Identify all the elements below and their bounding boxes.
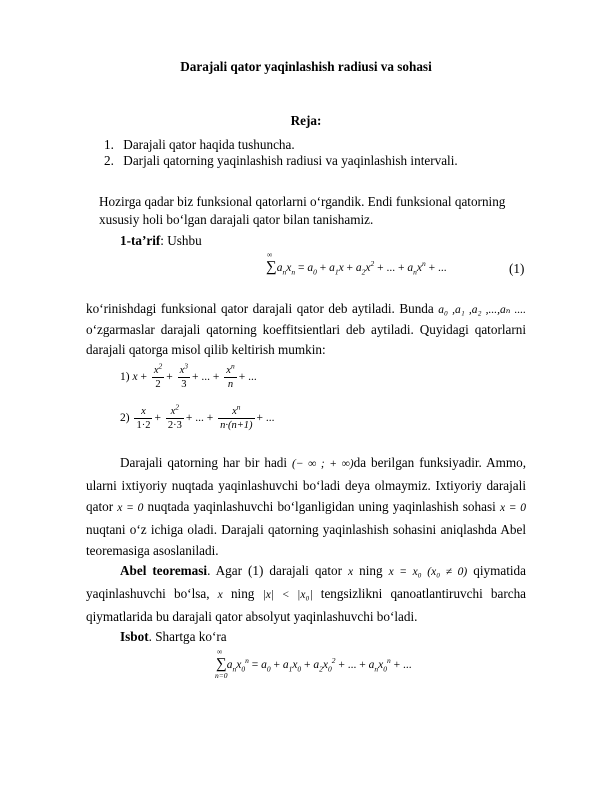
intro-text: Hozirga qadar biz funksional qatorlarni o‘rgandik. Endi funksional qatorning <box>99 194 506 209</box>
abel-label: Abel teoremasi <box>120 563 208 578</box>
document-title: Darajali qator yaqinlashish radiusi va sohasi <box>180 59 432 74</box>
paragraph-definition: ko‘rinishdagi funksional qator darajali qator deb aytiladi. Bunda a₀ ,a₁ ,a₂ ,...,aₙ .... o‘zgarmaslar darajali qatorning koeffitsientlari deb aytiladi. Quyidagi qatorlarni darajali qatorga misol qilib keltirish mumkin: <box>86 301 527 357</box>
interval-formula: (− ∞ ; + ∞) <box>292 458 354 470</box>
proof-label: Isbot <box>120 629 149 644</box>
paragraph-abel-theorem: Abel teoremasi. Agar (1) darajali qator x ning x = x₀ (x₀ ≠ 0) qiymatida yaqinlashuvchi bo‘lsa, x ning |x| < |x₀| tengsizlikni qanoatlantiruvchi barcha qiymatlarida bu darajali qator absolyut yaqinlashuvchi bo‘ladi. <box>86 563 527 624</box>
plan-item: 1. Darajali qator haqida tushuncha. <box>104 137 295 152</box>
example-series-2: 2) $\frac{x}{1\cdot 2}$ + $\frac{x^2}{2\cdot 3}$ + ... + $\frac{x^n}{n\cdot(n+1)}$ + ... <box>120 402 275 431</box>
equation-power-series: ∑ ∞ $a_nx_n = a_0 + a_1x + a_2x^2$ + ... + $a_nx^n$ + ... <box>266 250 447 277</box>
abel-condition-formula: x = x₀ (x₀ ≠ 0) <box>388 566 468 578</box>
plan-item: 2. Darjali qatorning yaqinlashish radiusi va yaqinlashish intervali. <box>104 153 458 168</box>
plan-heading: Reja: <box>290 113 322 128</box>
definition-label: 1-ta’rif <box>120 233 161 248</box>
example-series-1: 1) x + $\frac{x^2}{2}$ + $\frac{x^3}{3}$ + ... + $\frac{x^n}{n}$ + ... <box>120 361 257 390</box>
intro-text: xususiy holi bo‘lgan darajali qator bilan tanishamiz. <box>99 212 374 227</box>
abel-inequality-formula: |x| < |x₀| <box>262 589 313 601</box>
equation-proof-series: ∑ ∞ n=0 $a_nx_0^n = a_0 + a_1x_0 + a_2x_0^2$ + ... + $a_nx_0^n$ + ... <box>215 647 412 680</box>
definition-line: 1-ta’rif: Ushbu <box>120 233 202 248</box>
equation-number: (1) <box>509 261 525 276</box>
zero-point-formula: x = 0 <box>117 502 144 514</box>
coefficients-formula: a₀ ,a₁ ,a₂ ,...,aₙ .... <box>438 304 527 316</box>
proof-line: Isbot. Shartga ko‘ra <box>120 629 227 644</box>
paragraph-convergence: Darajali qatorning har bir hadi (− ∞ ; + ∞)da berilgan funksiyadir. Ammo, ularni ixtiyoriy nuqtada yaqinlashuvchi bo‘ladi deya olmaymiz. Ixtiyoriy darajali qator x = 0 nuqtada yaqinlashuvchi bo‘lganligidan uning yaqinlashish sohasi x = 0 nuqtani o‘z ichiga oladi. Darajali qatorning yaqinlashish sohasini aniqlashda Abel teoremasiga asoslaniladi. <box>86 455 527 558</box>
